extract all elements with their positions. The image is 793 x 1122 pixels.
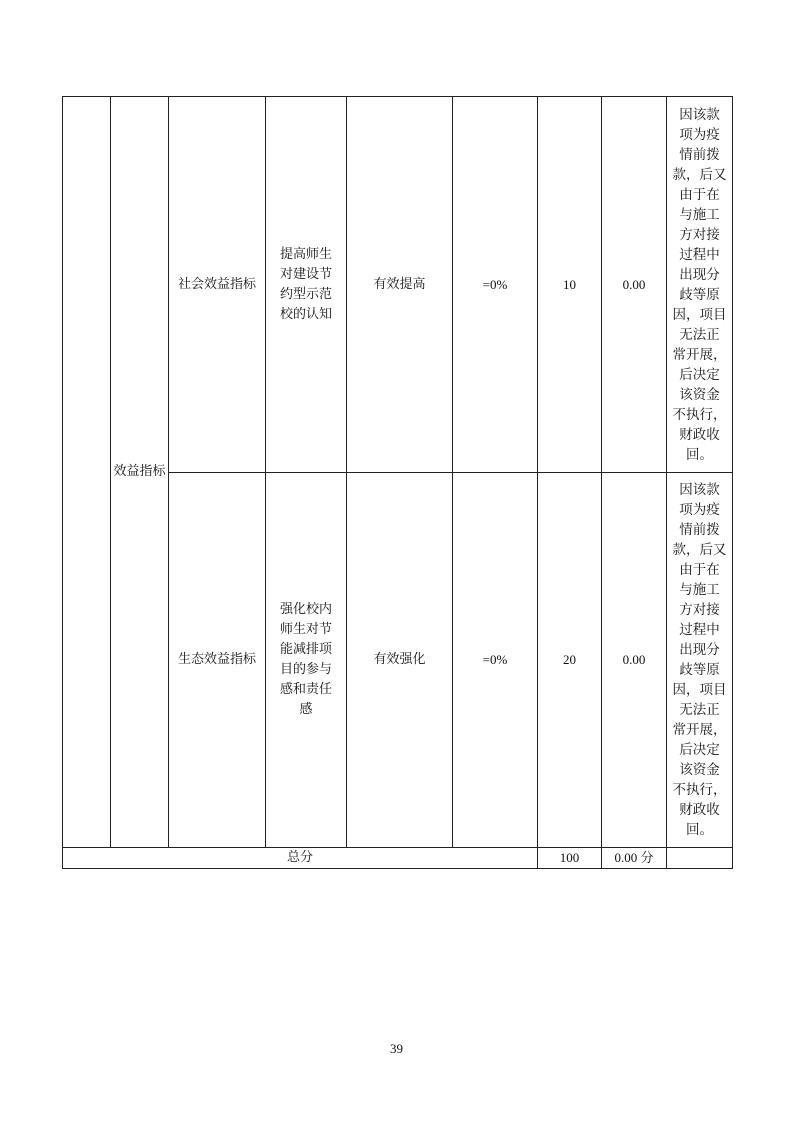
indicator-text: 强化校内 师生对节 能减排项 目的参与 感和责任 感 <box>279 602 332 717</box>
total-weight-cell: 100 <box>538 848 602 869</box>
score-cell: 0.00 <box>602 473 667 848</box>
total-reason-cell <box>667 848 733 869</box>
indicator-cell <box>266 473 347 848</box>
target-cell: 有效提高 <box>347 97 453 473</box>
reason-text: 因该款 项为疫 情前拨 款，后又 由于在 与施工 方对接 过程中 出现分 歧等原 因，项目 无法正 常开展， 后决定 该资金 不执行， 财政收 回。 <box>672 106 727 463</box>
category-cell: 效益指标 <box>111 97 169 848</box>
reason-cell <box>667 473 733 848</box>
table-row <box>63 97 733 473</box>
indicator-text: 提高师生 对建设节 约型示范 校的认知 <box>279 246 332 322</box>
total-score-cell: 0.00 分 <box>602 848 667 869</box>
total-row <box>63 848 733 869</box>
page-number: 39 <box>390 1041 403 1056</box>
total-label-cell: 总分 <box>63 848 538 869</box>
actual-cell: =0% <box>453 473 538 848</box>
reason-text: 因该款 项为疫 情前拨 款，后又 由于在 与施工 方对接 过程中 出现分 歧等原 因，项目 无法正 常开展， 后决定 该资金 不执行， 财政收 回。 <box>672 482 727 838</box>
indicator-cell <box>266 97 347 473</box>
actual-cell: =0% <box>453 97 538 473</box>
blank-cell <box>63 97 111 848</box>
weight-cell: 20 <box>538 473 602 848</box>
reason-cell <box>667 97 733 473</box>
performance-table <box>62 96 733 869</box>
sub-indicator-cell: 社会效益指标 <box>169 97 266 473</box>
weight-cell: 10 <box>538 97 602 473</box>
score-cell: 0.00 <box>602 97 667 473</box>
target-cell: 有效强化 <box>347 473 453 848</box>
sub-indicator-cell: 生态效益指标 <box>169 473 266 848</box>
